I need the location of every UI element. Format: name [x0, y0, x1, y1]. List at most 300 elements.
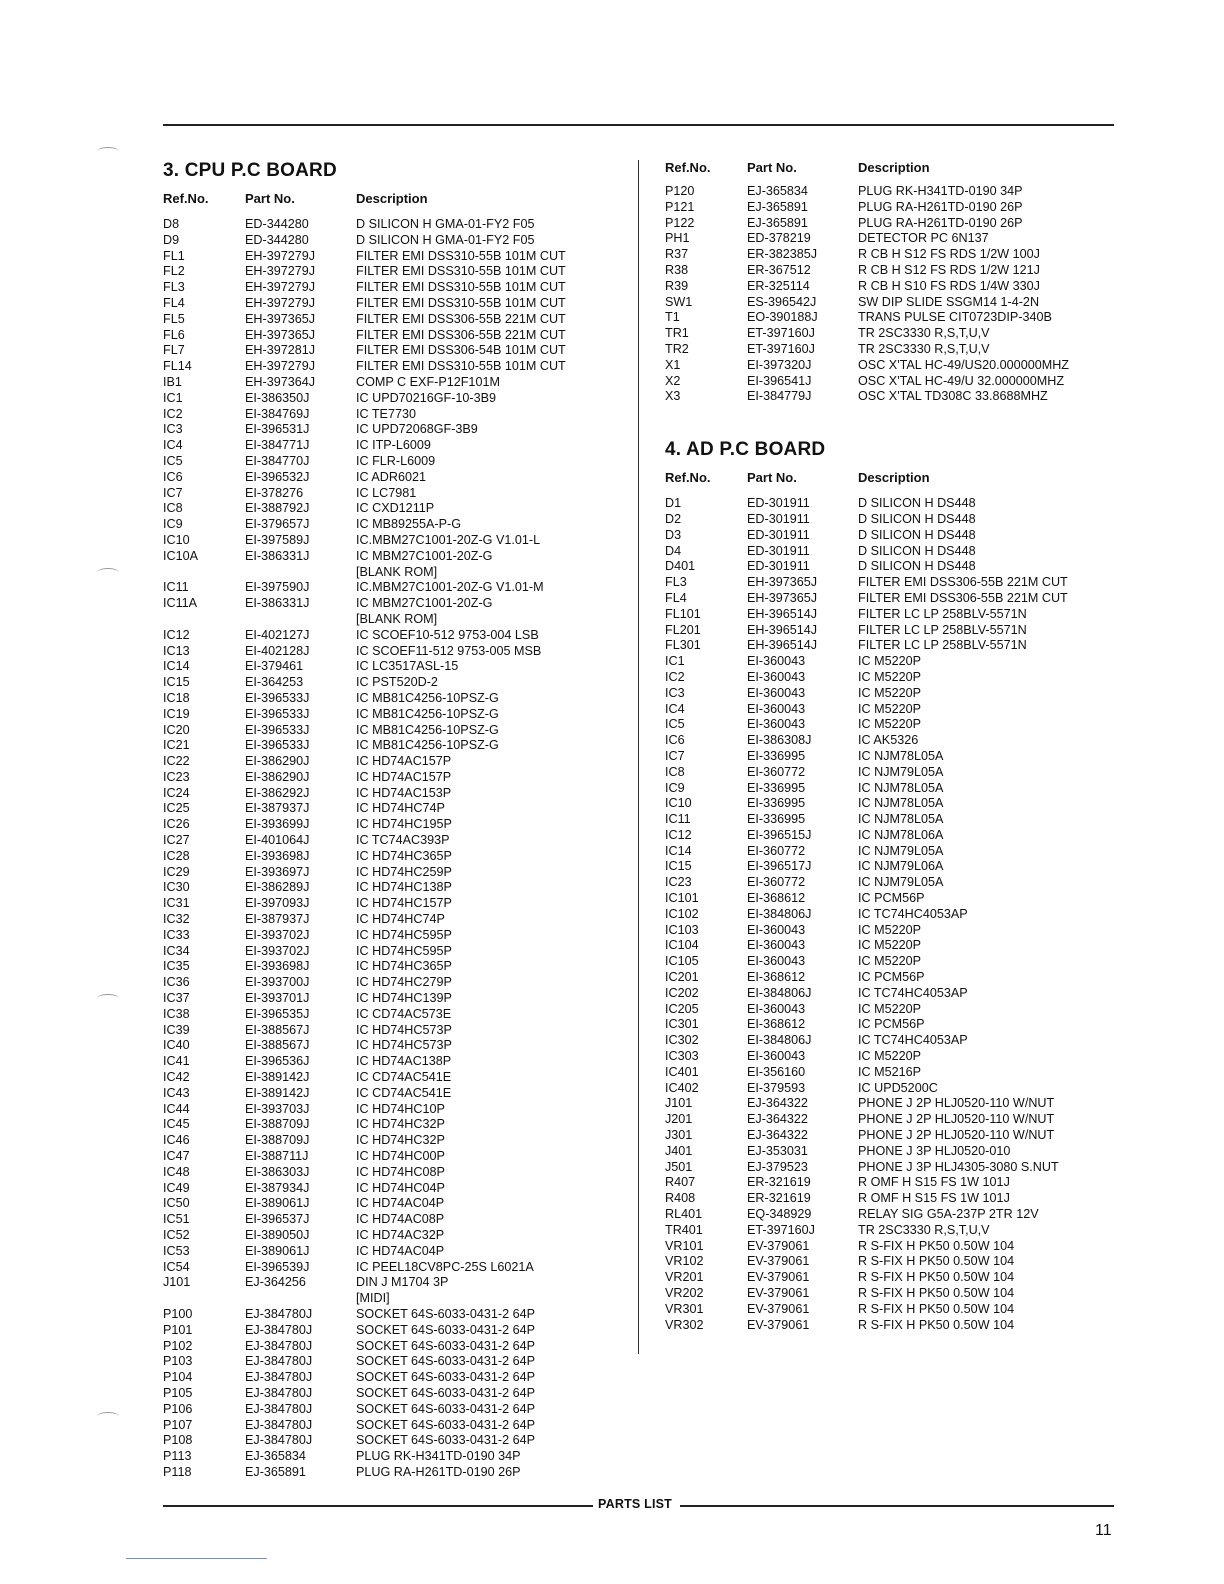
part-no-cell: EI-379657J	[245, 517, 310, 532]
table-row	[665, 1017, 1115, 1033]
table-row	[665, 796, 1115, 812]
description-cell: IC HD74AC157P	[356, 769, 452, 784]
ref-no-cell: IC30	[163, 880, 190, 895]
ref-no-cell: IC1	[163, 390, 183, 405]
part-no-cell: ED-378219	[747, 231, 811, 246]
ref-no-cell: VR302	[665, 1317, 704, 1332]
description-cell: IC CD74AC541E	[356, 1085, 452, 1100]
ref-no-cell: X1	[665, 357, 681, 372]
part-no-cell: EH-396514J	[747, 606, 818, 621]
ref-no-cell: IC45	[163, 1117, 190, 1132]
part-no-cell: EI-388567J	[245, 1022, 310, 1037]
table-row	[163, 801, 633, 817]
part-no-cell: EI-389061J	[245, 1243, 310, 1258]
description-cell: IC HD74HC74P	[356, 912, 445, 927]
part-no-cell: EI-384806J	[747, 906, 812, 921]
description-cell: IC M5216P	[858, 1064, 921, 1079]
ref-no-cell: P105	[163, 1385, 193, 1400]
description-cell: PHONE J 3P HLJ0520-010	[858, 1143, 1011, 1158]
description-cell: IC HD74AC04P	[356, 1243, 445, 1258]
description-cell: FILTER EMI DSS306-55B 221M CUT	[356, 311, 566, 326]
ref-no-cell: IC27	[163, 833, 190, 848]
description-cell: [BLANK ROM]	[356, 611, 438, 626]
footer-rule-right	[680, 1505, 1114, 1507]
ref-no-cell: P100	[163, 1306, 193, 1321]
part-no-cell: EI-396517J	[747, 859, 812, 874]
description-cell: IC HD74HC595P	[356, 943, 452, 958]
description-cell: IC M5220P	[858, 922, 921, 937]
header-description: Description	[858, 470, 930, 486]
part-no-cell: EH-397365J	[245, 311, 316, 326]
table-row	[163, 865, 633, 881]
description-cell: IC HD74AC157P	[356, 754, 452, 769]
description-cell: IC FLR-L6009	[356, 453, 436, 468]
description-cell: FILTER EMI DSS306-55B 221M CUT	[356, 327, 566, 342]
part-no-cell: EI-360043	[747, 717, 806, 732]
column-headers	[163, 189, 633, 217]
ref-no-cell: IC39	[163, 1022, 190, 1037]
ref-no-cell: P104	[163, 1370, 193, 1385]
ref-no-cell: IC7	[163, 485, 183, 500]
description-cell: IC NJM78L05A	[858, 812, 944, 827]
table-row	[665, 200, 1115, 216]
description-cell: IC MB81C4256-10PSZ-G	[356, 690, 499, 705]
header-part-no: Part No.	[245, 191, 295, 206]
ref-no-cell: FL4	[665, 590, 687, 605]
table-row	[163, 691, 633, 707]
description-cell: IC M5220P	[858, 954, 921, 969]
ref-no-cell: FL1	[163, 248, 185, 263]
description-cell: IC M5220P	[858, 669, 921, 684]
table-row	[163, 296, 633, 312]
ref-no-cell: P102	[163, 1338, 193, 1353]
description-cell: IC TC74HC4053AP	[858, 985, 968, 1000]
table-row	[163, 470, 633, 486]
ref-no-cell: D401	[665, 559, 696, 574]
description-cell: D SILICON H GMA-01-FY2 F05	[356, 217, 535, 231]
description-cell: IC UPD5200C	[858, 1080, 938, 1095]
ref-no-cell: P106	[163, 1401, 193, 1416]
description-cell: SW DIP SLIDE SSGM14 1-4-2N	[858, 294, 1040, 309]
ref-no-cell: R408	[665, 1191, 696, 1206]
ref-no-cell: IC103	[665, 922, 699, 937]
margin-mark	[97, 568, 119, 577]
ref-no-cell: PH1	[665, 231, 690, 246]
part-no-cell: EI-393701J	[245, 991, 310, 1006]
ref-no-cell: FL3	[665, 575, 687, 590]
part-no-cell	[245, 565, 356, 581]
table-row	[163, 1007, 633, 1023]
part-no-cell: EI-360043	[747, 701, 806, 716]
description-cell: PHONE J 3P HLJ4305-3080 S.NUT	[858, 1159, 1059, 1174]
table-row	[163, 312, 633, 328]
cpu-board-parts-table	[163, 217, 633, 1481]
part-no-cell: EI-396532J	[245, 469, 310, 484]
description-cell: OSC X'TAL HC-49/U 32.000000MHZ	[858, 373, 1065, 388]
description-cell: IC TC74AC393P	[356, 833, 450, 848]
ref-no-cell: IC24	[163, 785, 190, 800]
ref-no-cell: J501	[665, 1159, 693, 1174]
description-cell: IC LC7981	[356, 485, 417, 500]
part-no-cell: EI-386350J	[245, 390, 310, 405]
part-no-cell: EH-397365J	[245, 327, 316, 342]
part-no-cell: EV-379061	[747, 1317, 810, 1332]
part-no-cell: EJ-364256	[245, 1275, 306, 1290]
table-row	[665, 828, 1115, 844]
table-row	[665, 1175, 1115, 1191]
description-cell: R S-FIX H PK50 0.50W 104	[858, 1301, 1015, 1316]
description-cell: R OMF H S15 FS 1W 101J	[858, 1191, 1010, 1206]
table-row	[163, 723, 633, 739]
description-cell: IC HD74HC32P	[356, 1133, 445, 1148]
ref-no-cell: IC402	[665, 1080, 699, 1095]
table-row	[665, 670, 1115, 686]
description-cell: PLUG RK-H341TD-0190 34P	[356, 1449, 521, 1464]
table-row	[665, 907, 1115, 923]
table-row	[665, 1207, 1115, 1223]
description-cell: FILTER LC LP 258BLV-5571N	[858, 622, 1027, 637]
table-row	[163, 391, 633, 407]
table-row	[163, 770, 633, 786]
description-cell: IC M5220P	[858, 1001, 921, 1016]
description-cell: IC TE7730	[356, 406, 416, 421]
part-no-cell: EI-336995	[747, 748, 806, 763]
table-row	[665, 1144, 1115, 1160]
header-description: Description	[356, 191, 428, 206]
description-cell: IC TC74HC4053AP	[858, 906, 968, 921]
part-no-cell: EI-389142J	[245, 1085, 310, 1100]
description-cell: IC HD74HC32P	[356, 1117, 445, 1132]
ref-no-cell: IC23	[163, 769, 190, 784]
part-no-cell: EI-336995	[747, 812, 806, 827]
ref-no-cell: IC28	[163, 848, 190, 863]
part-no-cell: EI-386331J	[245, 596, 310, 611]
part-no-cell: EI-396533J	[245, 690, 310, 705]
ref-no-cell: IC20	[163, 722, 190, 737]
part-no-cell: EI-368612	[747, 1017, 806, 1032]
description-cell: IC HD74HC00P	[356, 1149, 445, 1164]
description-cell: SOCKET 64S-6033-0431-2 64P	[356, 1322, 535, 1337]
top-rule	[163, 124, 1114, 126]
ref-no-cell: IC36	[163, 975, 190, 990]
part-no-cell: EI-388711J	[245, 1149, 309, 1164]
description-cell: R S-FIX H PK50 0.50W 104	[858, 1254, 1015, 1269]
ref-no-cell: IC10A	[163, 548, 199, 563]
ref-no-cell: J101	[665, 1096, 693, 1111]
table-row	[163, 359, 633, 375]
table-row	[665, 496, 1115, 512]
description-cell: IC NJM78L06A	[858, 827, 944, 842]
table-row	[163, 1038, 633, 1054]
table-row	[163, 596, 633, 612]
ref-no-cell: X3	[665, 389, 681, 404]
ref-no-cell: IC303	[665, 1049, 699, 1064]
footer-rule-left	[163, 1505, 593, 1507]
description-cell: IC M5220P	[858, 685, 921, 700]
table-row	[665, 1065, 1115, 1081]
part-no-cell: EI-393702J	[245, 943, 310, 958]
part-no-cell: EI-388709J	[245, 1117, 310, 1132]
description-cell: IC HD74HC157P	[356, 896, 452, 911]
table-row	[665, 938, 1115, 954]
part-no-cell: EJ-365834	[747, 184, 808, 198]
description-cell: SOCKET 64S-6033-0431-2 64P	[356, 1306, 535, 1321]
description-cell: IC HD74AC153P	[356, 785, 452, 800]
ref-no-cell: J401	[665, 1143, 693, 1158]
ref-no-cell: IC35	[163, 959, 190, 974]
description-cell: IC HD74HC279P	[356, 975, 452, 990]
header-ref-no: Ref.No.	[665, 470, 711, 486]
part-no-cell: EI-386303J	[245, 1164, 310, 1179]
margin-mark	[97, 147, 119, 156]
description-cell: IC.MBM27C1001-20Z-G V1.01-M	[356, 580, 544, 595]
table-row	[163, 486, 633, 502]
table-row	[665, 184, 1115, 200]
ref-no-cell: IC33	[163, 927, 190, 942]
description-cell: IC NJM79L06A	[858, 859, 944, 874]
description-cell: D SILICON H GMA-01-FY2 F05	[356, 232, 535, 247]
ref-no-cell: D3	[665, 527, 682, 542]
table-row	[665, 295, 1115, 311]
description-cell: SOCKET 64S-6033-0431-2 64P	[356, 1354, 535, 1369]
description-cell: IC HD74HC138P	[356, 880, 452, 895]
description-cell: PHONE J 2P HLJ0520-110 W/NUT	[858, 1112, 1055, 1127]
part-no-cell: ER-321619	[747, 1191, 811, 1206]
description-cell: IC MBM27C1001-20Z-G	[356, 596, 493, 611]
part-no-cell: EI-388567J	[245, 1038, 310, 1053]
table-row	[163, 533, 633, 549]
footer-label: PARTS LIST	[598, 1497, 672, 1511]
description-cell: IC HD74AC138P	[356, 1054, 452, 1069]
part-no-cell: EJ-364322	[747, 1112, 808, 1127]
description-cell: FILTER EMI DSS310-55B 101M CUT	[356, 295, 566, 310]
table-row	[163, 1291, 633, 1307]
table-row	[163, 1054, 633, 1070]
part-no-cell: ER-321619	[747, 1175, 811, 1190]
table-row	[163, 1370, 633, 1386]
ref-no-cell: D4	[665, 543, 682, 558]
part-no-cell: EI-360772	[747, 764, 806, 779]
table-row	[665, 575, 1115, 591]
ref-no-cell: IC102	[665, 906, 699, 921]
part-no-cell: EI-393698J	[245, 959, 310, 974]
ref-no-cell: IC10	[665, 796, 692, 811]
description-cell: IC UPD70216GF-10-3B9	[356, 390, 496, 405]
part-no-cell: EI-356160	[747, 1064, 806, 1079]
table-row	[665, 1128, 1115, 1144]
ref-no-cell: IC46	[163, 1133, 190, 1148]
header-part-no: Part No.	[747, 470, 797, 486]
ref-no-cell: FL6	[163, 327, 185, 342]
part-no-cell: ES-396542J	[747, 294, 817, 309]
table-row	[163, 1402, 633, 1418]
part-no-cell: EJ-384780J	[245, 1322, 313, 1337]
description-cell: PLUG RA-H261TD-0190 26P	[858, 215, 1023, 230]
table-row	[665, 279, 1115, 295]
description-cell: IC NJM78L05A	[858, 796, 944, 811]
ref-no-cell: VR301	[665, 1301, 704, 1316]
table-row	[665, 923, 1115, 939]
header-description: Description	[858, 160, 930, 175]
ref-no-cell: J201	[665, 1112, 693, 1127]
ref-no-cell: IC10	[163, 532, 190, 547]
ref-no-cell: IC26	[163, 817, 190, 832]
ref-no-cell: D9	[163, 232, 180, 247]
part-no-cell: EI-368612	[747, 891, 806, 906]
ref-no-cell: IC38	[163, 1006, 190, 1021]
table-row	[163, 1023, 633, 1039]
part-no-cell: EV-379061	[747, 1254, 810, 1269]
ref-no-cell: P122	[665, 215, 695, 230]
table-row	[665, 559, 1115, 575]
part-no-cell: EI-360043	[747, 922, 806, 937]
description-cell: SOCKET 64S-6033-0431-2 64P	[356, 1401, 535, 1416]
part-no-cell: EI-384779J	[747, 389, 812, 404]
description-cell: IC SCOEF10-512 9753-004 LSB	[356, 627, 539, 642]
description-cell: [BLANK ROM]	[356, 564, 438, 579]
ref-no-cell: IC3	[665, 685, 685, 700]
description-cell: PHONE J 2P HLJ0520-110 W/NUT	[858, 1096, 1055, 1111]
ref-no-cell: P108	[163, 1433, 193, 1448]
description-cell: IC HD74HC04P	[356, 1180, 445, 1195]
description-cell: IC PEEL18CV8PC-25S L6021A	[356, 1259, 534, 1274]
section-gap	[665, 405, 1115, 437]
part-no-cell: ER-325114	[747, 278, 810, 293]
ref-no-cell: IC22	[163, 754, 190, 769]
part-no-cell: EI-388792J	[245, 501, 310, 516]
part-no-cell: EI-360043	[747, 954, 806, 969]
part-no-cell: EI-360772	[747, 875, 806, 890]
description-cell: IC ADR6021	[356, 469, 427, 484]
ref-no-cell: FL7	[163, 343, 185, 358]
table-row	[665, 310, 1115, 326]
part-no-cell: EH-397279J	[245, 295, 316, 310]
table-row	[665, 607, 1115, 623]
part-no-cell: EI-397589J	[245, 532, 310, 547]
description-cell: DIN J M1704 3P	[356, 1275, 449, 1290]
table-row	[163, 249, 633, 265]
ref-no-cell: IC302	[665, 1033, 699, 1048]
table-row	[163, 343, 633, 359]
table-row	[665, 1160, 1115, 1176]
part-no-cell: EI-387937J	[245, 801, 310, 816]
description-cell: D SILICON H DS448	[858, 511, 976, 526]
description-cell: FILTER LC LP 258BLV-5571N	[858, 606, 1027, 621]
description-cell: IC CXD1211P	[356, 501, 435, 516]
description-cell: R S-FIX H PK50 0.50W 104	[858, 1270, 1015, 1285]
part-no-cell: EI-384806J	[747, 1033, 812, 1048]
table-row	[665, 1096, 1115, 1112]
table-row	[665, 512, 1115, 528]
cpu-board-parts-table-continued	[665, 184, 1115, 405]
table-row	[665, 389, 1115, 405]
description-cell: IC MBM27C1001-20Z-G	[356, 548, 493, 563]
ref-no-cell: IC104	[665, 938, 699, 953]
description-cell: IC M5220P	[858, 1049, 921, 1064]
ref-no-cell: IB1	[163, 374, 182, 389]
part-no-cell: EI-384771J	[245, 438, 310, 453]
description-cell: FILTER LC LP 258BLV-5571N	[858, 638, 1027, 653]
table-row	[163, 1181, 633, 1197]
table-row	[665, 1254, 1115, 1270]
part-no-cell: ED-301911	[747, 527, 810, 542]
description-cell: D SILICON H DS448	[858, 559, 976, 574]
ref-no-cell: RL401	[665, 1207, 703, 1222]
table-row	[163, 1323, 633, 1339]
column-divider	[638, 160, 639, 1354]
table-row	[163, 1070, 633, 1086]
table-row	[665, 702, 1115, 718]
table-row	[665, 231, 1115, 247]
part-no-cell: EI-386331J	[245, 548, 310, 563]
part-no-cell: EI-360772	[747, 843, 806, 858]
table-row	[163, 659, 633, 675]
part-no-cell: EI-393698J	[245, 848, 310, 863]
table-row	[665, 1049, 1115, 1065]
table-row	[163, 517, 633, 533]
table-row	[163, 233, 633, 249]
part-no-cell: EI-396541J	[747, 373, 812, 388]
part-no-cell: ER-382385J	[747, 247, 818, 262]
table-row	[163, 407, 633, 423]
part-no-cell: EI-393702J	[245, 927, 310, 942]
description-cell: FILTER EMI DSS306-54B 101M CUT	[356, 343, 566, 358]
table-row	[665, 749, 1115, 765]
left-column	[163, 158, 633, 1481]
part-no-cell: ET-397160J	[747, 326, 815, 341]
part-no-cell: EI-387937J	[245, 912, 310, 927]
part-no-cell: EJ-365891	[747, 215, 808, 230]
table-row	[163, 580, 633, 596]
column-headers	[665, 158, 1115, 184]
part-no-cell: EI-386308J	[747, 733, 812, 748]
description-cell: IC HD74HC259P	[356, 864, 452, 879]
description-cell: FILTER EMI DSS310-55B 101M CUT	[356, 264, 566, 279]
part-no-cell: EH-397364J	[245, 374, 316, 389]
ref-no-cell: IC6	[163, 469, 183, 484]
description-cell: IC M5220P	[858, 938, 921, 953]
part-no-cell: EI-336995	[747, 796, 806, 811]
table-row	[163, 549, 633, 565]
ref-no-cell: SW1	[665, 294, 693, 309]
part-no-cell: ED-344280	[245, 217, 309, 231]
part-no-cell: EI-393700J	[245, 975, 310, 990]
table-row	[163, 217, 633, 233]
description-cell: PLUG RA-H261TD-0190 26P	[858, 199, 1023, 214]
ref-no-cell: IC37	[163, 991, 190, 1006]
part-no-cell: EJ-384780J	[245, 1401, 313, 1416]
part-no-cell: EI-368612	[747, 970, 806, 985]
table-row	[163, 959, 633, 975]
part-no-cell: EI-396531J	[245, 422, 310, 437]
table-row	[665, 1112, 1115, 1128]
ref-no-cell: IC9	[665, 780, 685, 795]
description-cell: IC HD74HC10P	[356, 1101, 445, 1116]
part-no-cell: EI-386290J	[245, 754, 310, 769]
part-no-cell: EI-379461	[245, 659, 304, 674]
table-row	[665, 733, 1115, 749]
part-no-cell: EI-360043	[747, 938, 806, 953]
part-no-cell: EI-397590J	[245, 580, 310, 595]
table-row	[665, 891, 1115, 907]
table-row	[163, 264, 633, 280]
description-cell: IC PST520D-2	[356, 675, 438, 690]
table-row	[163, 1117, 633, 1133]
table-row	[163, 1149, 633, 1165]
part-no-cell: EI-396533J	[245, 738, 310, 753]
table-row	[163, 422, 633, 438]
description-cell: SOCKET 64S-6033-0431-2 64P	[356, 1370, 535, 1385]
